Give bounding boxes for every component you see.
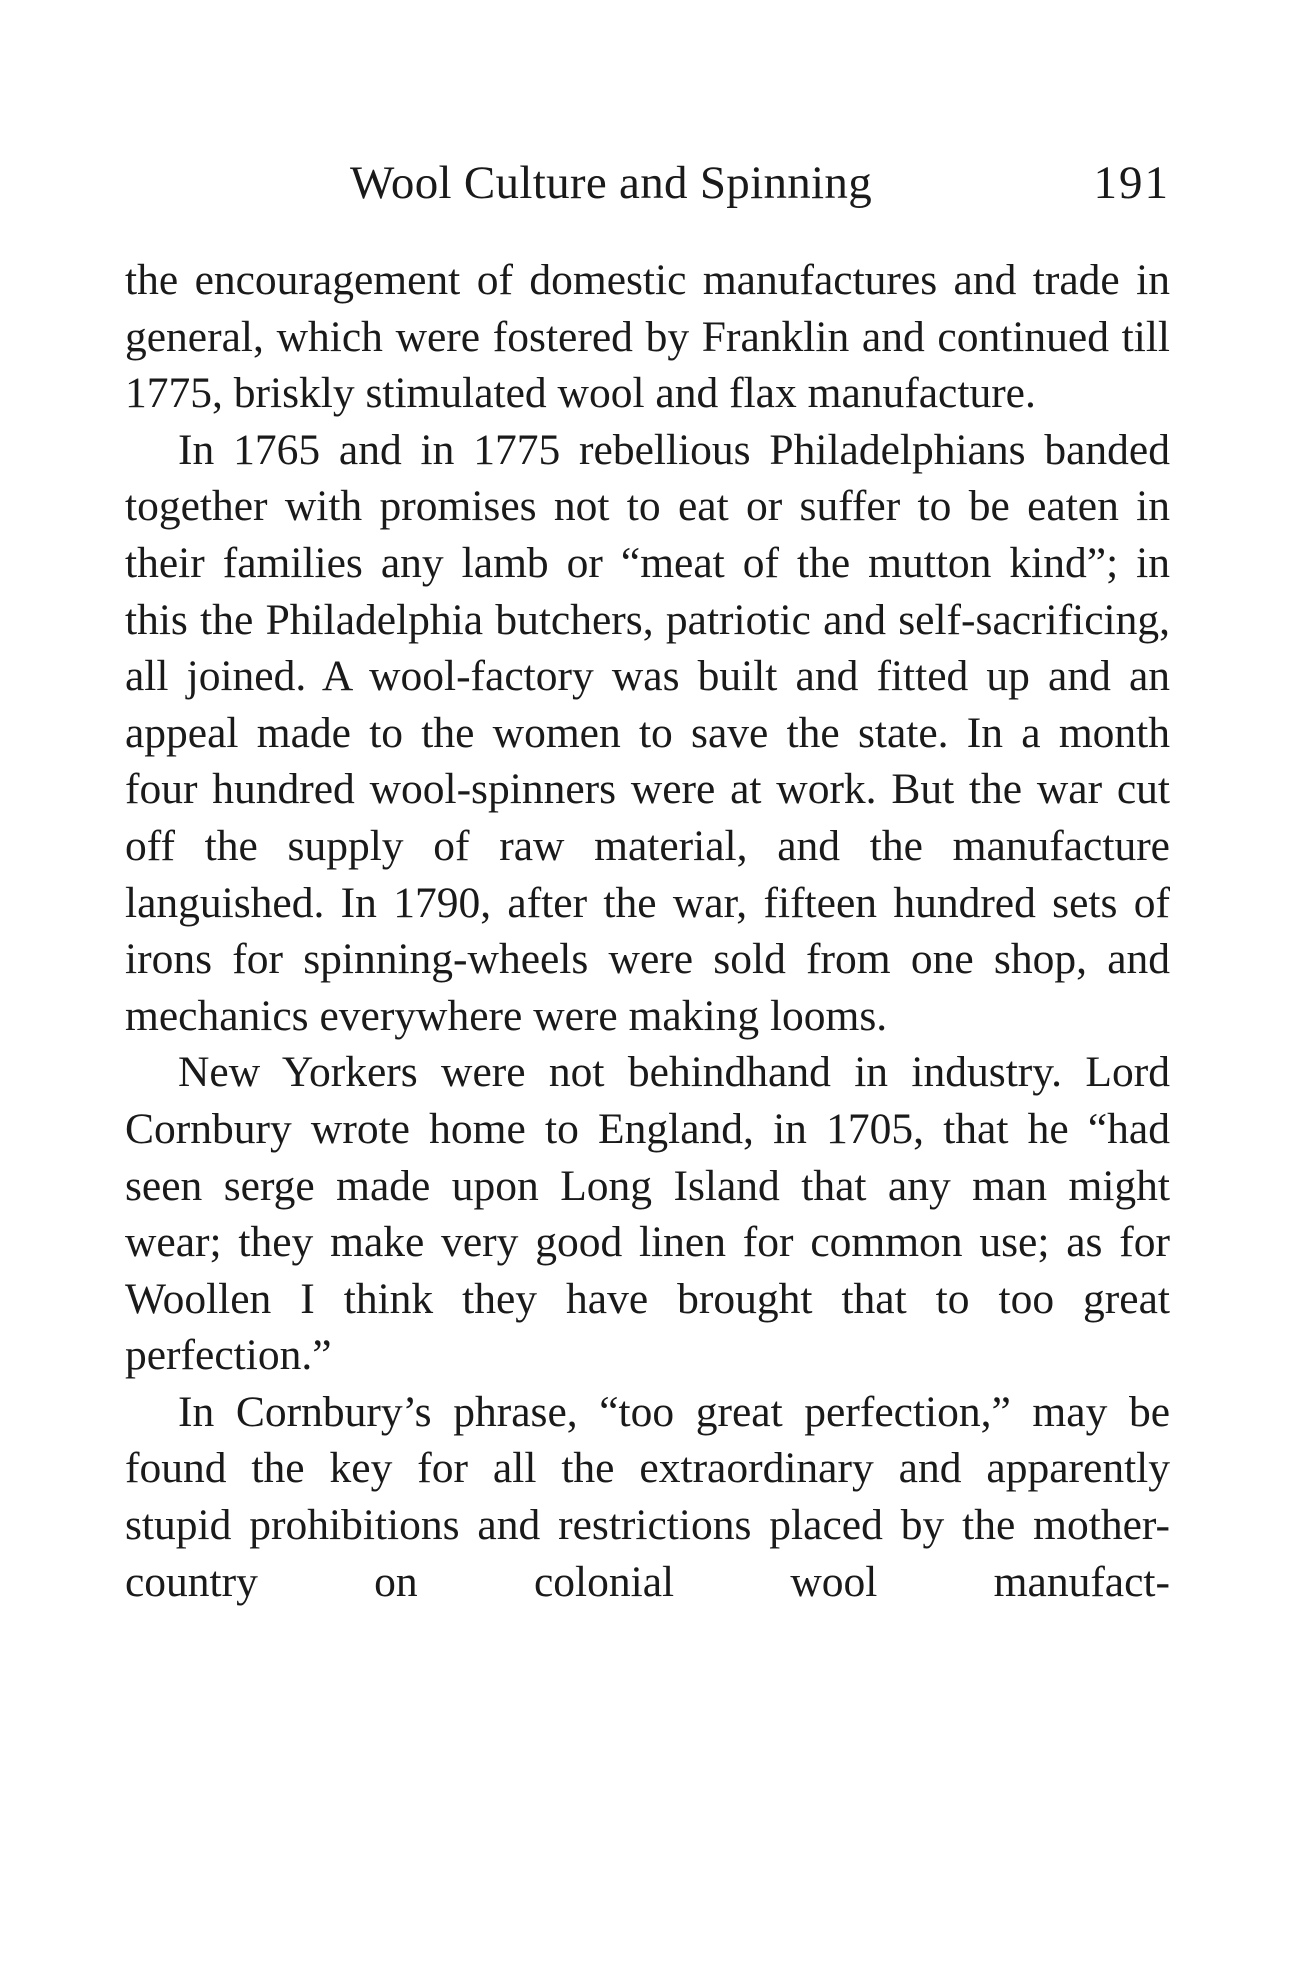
paragraph-new-york: New Yorkers were not behindhand in industry. Lord Cornbury wrote home to England, in 1705, that he “had seen serge made upon Long Island that any man might wear; they make very good linen for common use; as for Woollen I think they have brought that to too great perfection.” xyxy=(125,1048,1170,1380)
page-number: 191 xyxy=(1093,157,1170,209)
running-title: Wool Culture and Spinning xyxy=(350,157,872,209)
body-text xyxy=(125,252,1170,1610)
running-head xyxy=(125,148,1170,218)
paragraph-cornbury: In Cornbury’s phrase, “too great perfection,” may be found the key for all the extraordinary and apparently stupid prohibitions and restrictions placed by the mother-country on colonial wool manufact- xyxy=(125,1387,1170,1606)
paragraph-philadelphia: In 1765 and in 1775 rebellious Philadelphians banded together with promises not to eat or suffer to be eaten in their families any lamb or “meat of the mutton kind”; in this the Philadelphia butchers, patriotic and self-sacrificing, all joined. A wool-factory was built and fitted up and an appeal made to the women to save the state. In a month four hundred wool-spinners were at work. But the war cut off the supply of raw material, and the manufacture languished. In 1790, after the war, fifteen hundred sets of irons for spinning-wheels were sold from one shop, and mechanics everywhere were making looms. xyxy=(125,425,1170,1040)
paragraph-continued: the encouragement of domestic manufactures and trade in general, which were fostered by Franklin and continued till 1775, briskly stimulated wool and flax manufacture. xyxy=(125,256,1170,418)
